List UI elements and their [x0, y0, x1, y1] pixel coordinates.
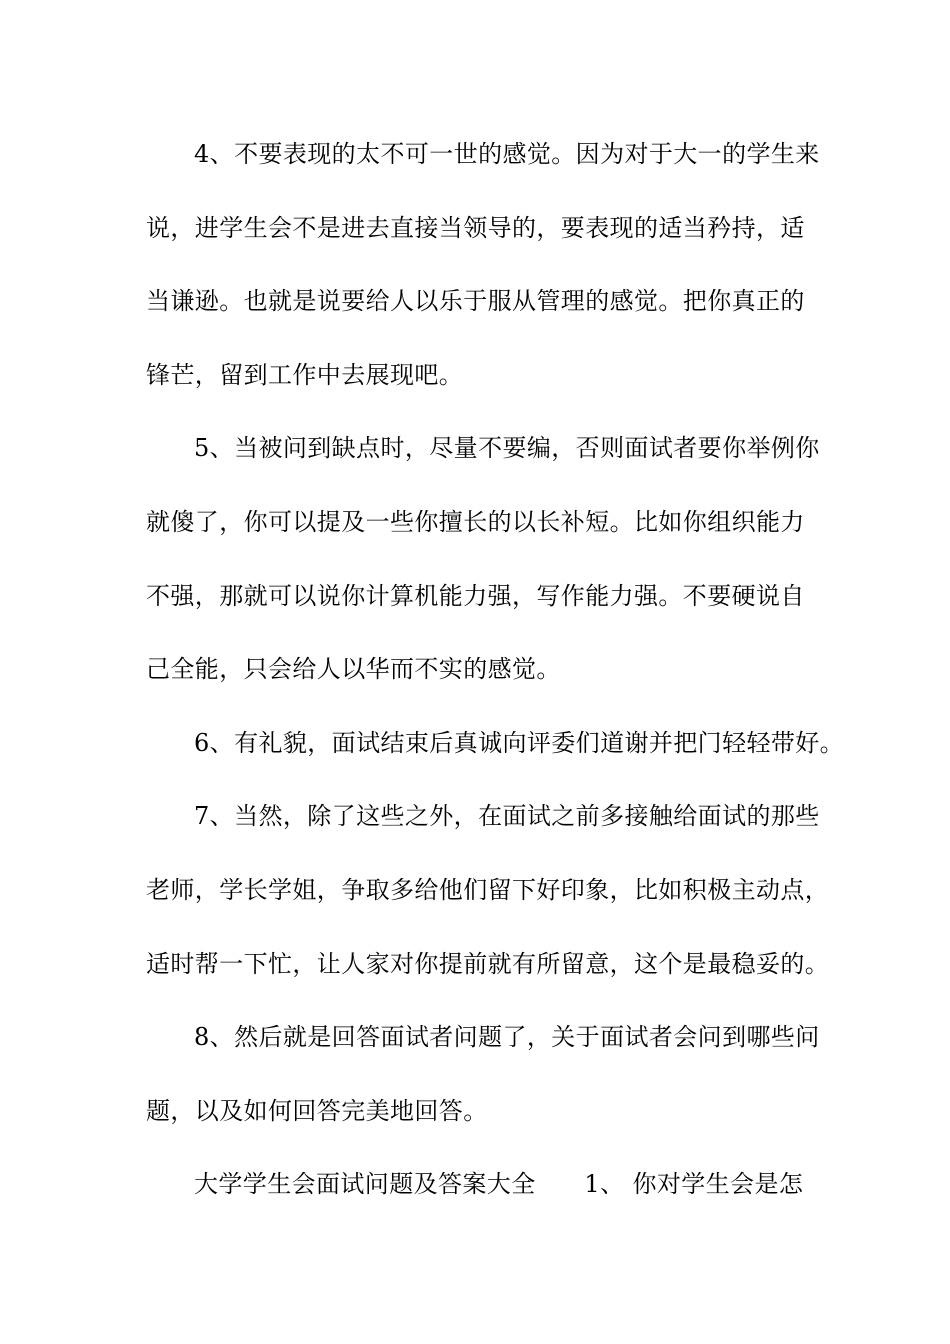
text-line: 己全能，只会给人以华而不实的感觉。	[146, 655, 561, 684]
text-line: 大学学生会面试问题及答案大全 1、 你对学生会是怎	[194, 1170, 804, 1199]
text-line: 7、当然，除了这些之外，在面试之前多接触给面试的那些	[194, 802, 820, 831]
text-line: 适时帮一下忙，让人家对你提前就有所留意，这个是最稳妥的。	[146, 949, 830, 978]
text-line: 就傻了，你可以提及一些你擅长的以长补短。比如你组织能力	[146, 507, 805, 536]
text-line: 6、有礼貌，面试结束后真诚向评委们道谢并把门轻轻带好。	[194, 728, 845, 757]
text-line: 题，以及如何回答完美地回答。	[146, 1096, 488, 1125]
text-line: 不强，那就可以说你计算机能力强，写作能力强。不要硬说自	[146, 581, 805, 610]
text-line: 当谦逊。也就是说要给人以乐于服从管理的感觉。把你真正的	[146, 287, 805, 316]
text-line: 老师，学长学姐，争取多给他们留下好印象，比如积极主动点，	[146, 875, 830, 904]
text-line: 锋芒，留到工作中去展现吧。	[146, 360, 464, 389]
document-body	[146, 132, 845, 1236]
text-line: 4、不要表现的太不可一世的感觉。因为对于大一的学生来	[194, 140, 820, 168]
text-line: 说，进学生会不是进去直接当领导的，要表现的适当矜持，适	[146, 213, 805, 242]
text-line: 5、当被问到缺点时，尽量不要编，否则面试者要你举例你	[194, 434, 820, 463]
text-line: 8、然后就是回答面试者问题了，关于面试者会问到哪些问	[194, 1023, 820, 1052]
